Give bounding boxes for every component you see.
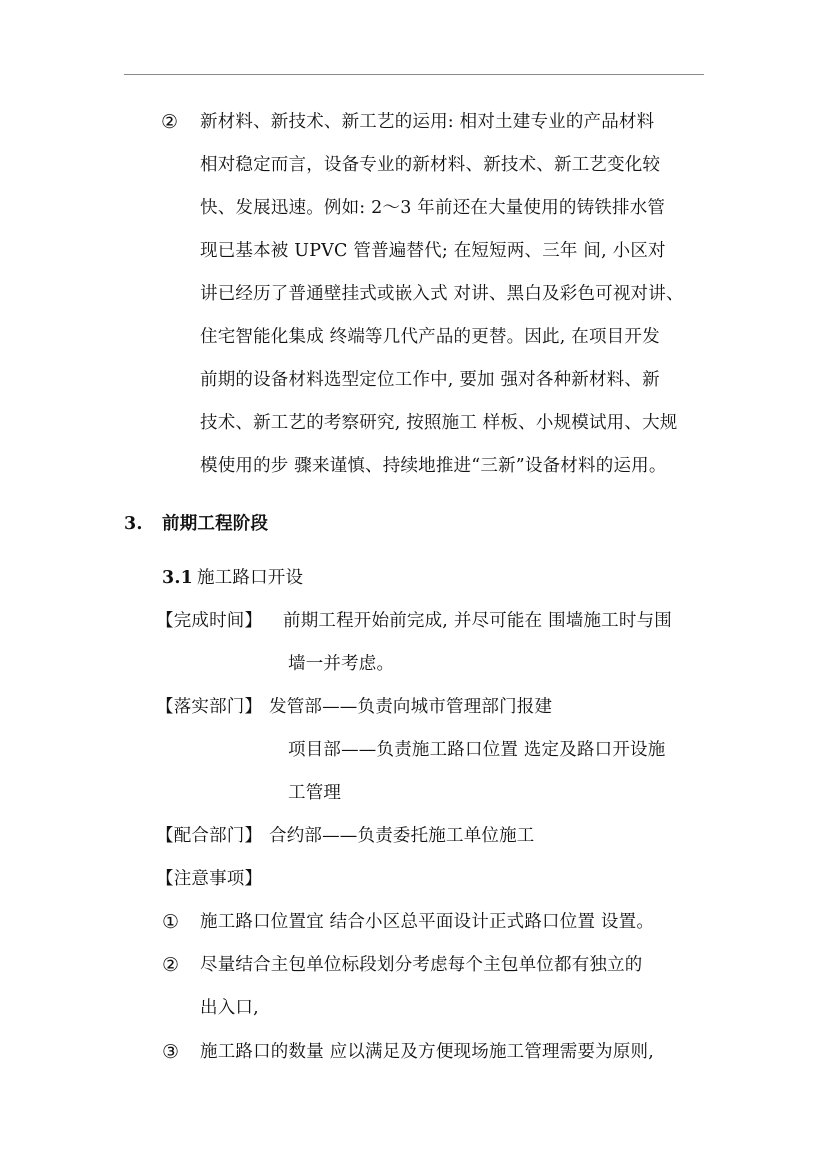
section-title: 前期工程阶段 — [162, 514, 269, 534]
responsible-text-line-3: 工管理 — [288, 783, 342, 803]
note-marker-1: ① — [162, 911, 180, 933]
responsible-text-line-1: 发管部——负责向城市管理部门报建 — [269, 697, 553, 717]
note-marker-3: ③ — [162, 1041, 180, 1063]
paragraph-line-3: 快、发展迅速。例如: 2～3 年前还在大量使用的铸铁排水管 — [200, 198, 666, 218]
note-marker-2: ② — [162, 954, 180, 976]
completion-label: 【完成时间】 — [156, 611, 263, 631]
note-item-3: 施工路口的数量 应以满足及方便现场施工管理需要为原则, — [200, 1042, 655, 1062]
note-item-2-line-1: 尽量结合主包单位标段划分考虑每个主包单位都有独立的 — [200, 955, 643, 975]
completion-text-line-1: 前期工程开始前完成, 并尽可能在 围墙施工时与围 — [283, 611, 672, 631]
note-item-2-line-2: 出入口, — [200, 998, 259, 1018]
completion-text-line-2: 墙一并考虑。 — [288, 654, 395, 674]
section-number: 3. — [124, 514, 143, 534]
responsible-text-line-2: 项目部——负责施工路口位置 选定及路口开设施 — [288, 740, 666, 760]
paragraph-line-4: 现已基本被 UPVC 管普遍替代; 在短短两、三年 间, 小区对 — [200, 241, 666, 261]
notes-label: 【注意事项】 — [156, 869, 263, 889]
header-rule — [124, 74, 704, 75]
paragraph-line-1: 新材料、新技术、新工艺的运用: 相对土建专业的产品材料 — [200, 112, 655, 132]
paragraph-line-9: 模使用的步 骤来谨慎、持续地推进“三新”设备材料的运用。 — [200, 456, 667, 476]
note-item-1: 施工路口位置宜 结合小区总平面设计正式路口位置 设置。 — [200, 912, 655, 932]
paragraph-line-8: 技术、新工艺的考察研究, 按照施工 样板、小规模试用、大规 — [200, 413, 678, 433]
subsection-number: 3.1 — [162, 568, 194, 588]
paragraph-line-2: 相对稳定而言，设备专业的新材料、新技术、新工艺变化较 — [200, 155, 661, 175]
subsection-title: 施工路口开设 — [197, 568, 304, 588]
paragraph-line-6: 住宅智能化集成 终端等几代产品的更替。因此, 在项目开发 — [200, 327, 660, 347]
item-marker-2: ② — [161, 111, 179, 133]
paragraph-line-5: 讲已经历了普通壁挂式或嵌入式 对讲、黑白及彩色可视对讲、 — [200, 284, 684, 304]
cooperate-text-line-1: 合约部——负责委托施工单位施工 — [269, 826, 535, 846]
responsible-label: 【落实部门】 — [156, 697, 263, 717]
cooperate-label: 【配合部门】 — [156, 826, 263, 846]
paragraph-line-7: 前期的设备材料选型定位工作中, 要加 强对各种新材料、新 — [200, 370, 660, 390]
